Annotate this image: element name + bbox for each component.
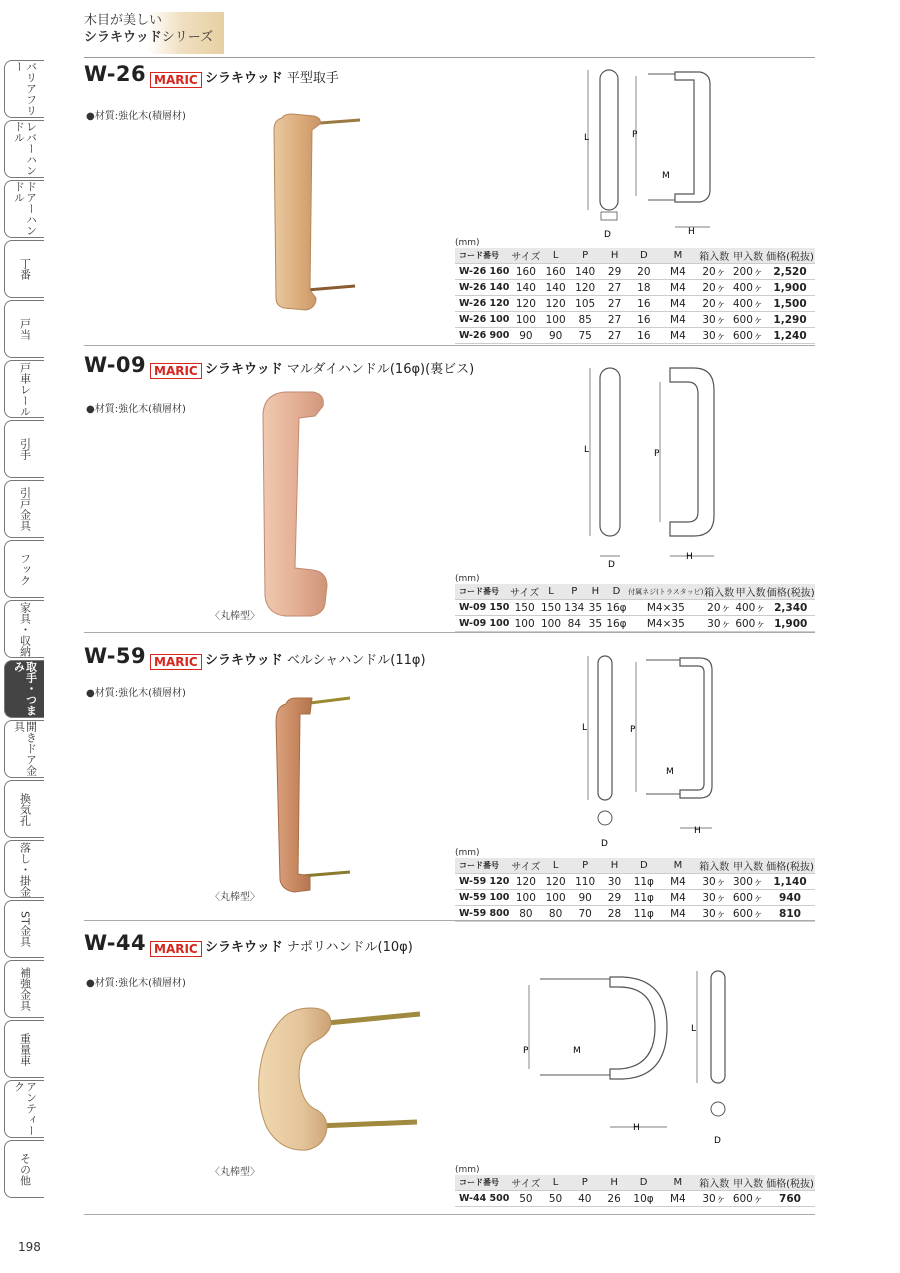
svg-text:P: P — [630, 725, 636, 735]
table-header-cell: コード番号 — [455, 1175, 511, 1191]
table-header-cell: コード番号 — [455, 858, 511, 874]
table-row — [455, 280, 815, 296]
table-cell: 100 — [511, 312, 541, 328]
table-cell: 90 — [570, 890, 600, 906]
table-cell: 120 — [541, 296, 571, 312]
table-cell: 85 — [570, 312, 600, 328]
table-cell: 11φ — [629, 906, 659, 922]
table-row — [455, 874, 815, 890]
sidebar-tab[interactable] — [4, 720, 44, 778]
table-cell: 30 — [600, 874, 629, 890]
units-label: (mm) — [455, 238, 480, 248]
section-divider — [84, 1214, 815, 1215]
table-cell: 20ヶ — [697, 264, 731, 280]
table-header-cell: 甲入数 — [735, 584, 767, 600]
sidebar-tab[interactable] — [4, 1020, 44, 1078]
table-cell: 27 — [600, 312, 629, 328]
table-cell: 810 — [765, 906, 815, 922]
sidebar-tab-label: 開きドア金具 — [12, 721, 38, 776]
table-cell: W-26 900 — [455, 328, 511, 344]
table-header-cell: 甲入数 — [731, 1175, 765, 1191]
table-cell: W-26 140 — [455, 280, 511, 296]
table-cell: 10φ — [629, 1191, 659, 1207]
svg-text:P: P — [654, 449, 660, 459]
product-w59-heading — [84, 644, 146, 668]
series-header — [84, 12, 224, 54]
sidebar-tab-label: 戸当 — [18, 318, 32, 340]
table-header-cell: 価格(税抜) — [766, 584, 815, 600]
w44-product-photo — [255, 1000, 425, 1160]
product-w44-heading — [84, 931, 146, 955]
table-cell: 30ヶ — [697, 874, 731, 890]
sidebar-tab[interactable] — [4, 360, 44, 418]
sidebar-tab[interactable] — [4, 960, 44, 1018]
svg-text:H: H — [686, 552, 693, 562]
sidebar-tab-label: 換気孔 — [18, 792, 32, 826]
table-header-row — [455, 1175, 815, 1191]
table-cell: W-59 100 — [455, 890, 511, 906]
w26-spec-table — [455, 248, 815, 344]
sidebar-tab[interactable] — [4, 120, 44, 178]
w59-product-photo — [262, 690, 362, 904]
table-cell: W-59 120 — [455, 874, 511, 890]
table-cell: 150 — [510, 600, 539, 616]
w09-dimension-drawing — [570, 360, 730, 570]
table-header-cell: L — [539, 584, 562, 600]
table-cell: 100 — [541, 890, 571, 906]
table-header-cell: L — [541, 248, 571, 264]
table-cell: M4×35 — [628, 616, 703, 632]
table-header-cell: 箱入数 — [697, 858, 731, 874]
brand-logo: MARIC — [150, 651, 202, 670]
svg-text:M: M — [662, 171, 670, 181]
sidebar-tab[interactable] — [4, 300, 44, 358]
product-w09-heading — [84, 353, 146, 377]
brand-logo: MARIC — [150, 360, 202, 379]
sidebar-tab-label: 落し・掛金 — [18, 841, 32, 897]
w59-spec-table — [455, 858, 815, 922]
table-cell: 940 — [765, 890, 815, 906]
table-header-cell: D — [605, 584, 628, 600]
table-header-cell: サイズ — [511, 858, 541, 874]
svg-text:L: L — [584, 133, 590, 143]
table-cell: 100 — [511, 890, 541, 906]
table-header-cell: L — [541, 1175, 570, 1191]
product-title: シラキウッド 平型取手 — [205, 71, 339, 86]
table-cell: W-44 500 — [455, 1191, 511, 1207]
table-cell: 120 — [541, 874, 571, 890]
table-header-cell: M — [658, 248, 697, 264]
sidebar-tab[interactable] — [4, 540, 44, 598]
w09-spec-table — [455, 584, 815, 632]
table-cell: 160 — [511, 264, 541, 280]
product-material: ●材質:強化木(積層材) — [86, 404, 186, 415]
sidebar-tab[interactable] — [4, 480, 44, 538]
table-header-cell: M — [658, 1175, 697, 1191]
header-divider — [84, 57, 815, 58]
product-title: シラキウッド マルダイハンドル(16φ)(裏ビス) — [205, 362, 475, 377]
table-cell: 75 — [570, 328, 600, 344]
table-cell: 80 — [541, 906, 571, 922]
table-cell: W-09 100 — [455, 616, 510, 632]
product-code: W-44 — [84, 931, 147, 955]
w09-product-photo — [255, 390, 335, 622]
table-header-cell: D — [629, 248, 658, 264]
table-header-cell: H — [599, 1175, 628, 1191]
w26-product-photo — [262, 110, 372, 320]
table-cell: 35 — [586, 616, 605, 632]
sidebar-tab[interactable] — [4, 840, 44, 898]
sidebar-tab-label: 引手 — [18, 438, 32, 460]
table-header-cell: M — [659, 858, 698, 874]
sidebar-tab[interactable] — [4, 240, 44, 298]
table-cell: 27 — [600, 280, 629, 296]
table-row — [455, 312, 815, 328]
product-title: シラキウッド ベルシャハンドル(11φ) — [205, 653, 426, 668]
sidebar-tab-label: 戸車レール — [18, 361, 32, 417]
product-code: W-59 — [84, 644, 147, 668]
table-header-cell: 価格(税抜) — [765, 1175, 815, 1191]
header-series-suffix: シリーズ — [161, 30, 214, 45]
svg-text:H: H — [694, 826, 701, 836]
table-cell: 600ヶ — [731, 312, 765, 328]
table-cell: 600ヶ — [735, 616, 767, 632]
header-series-name: シラキウッド — [84, 30, 162, 45]
sidebar-tab[interactable] — [4, 60, 44, 118]
sidebar-tab-label: その他 — [18, 1152, 32, 1186]
table-row — [455, 890, 815, 906]
section-divider — [84, 920, 815, 921]
table-cell: 35 — [586, 600, 605, 616]
product-material: ●材質:強化木(積層材) — [86, 688, 186, 699]
table-cell: 1,140 — [765, 874, 815, 890]
table-cell: M4 — [659, 874, 698, 890]
table-header-cell: P — [570, 858, 600, 874]
svg-text:P: P — [523, 1046, 529, 1056]
table-header-cell: 甲入数 — [731, 248, 765, 264]
svg-text:D: D — [601, 839, 608, 848]
svg-text:H: H — [688, 227, 695, 237]
table-cell: 134 — [564, 601, 585, 614]
table-header-cell: 価格(税抜) — [765, 248, 815, 264]
table-row — [455, 616, 815, 632]
table-header-cell: 箱入数 — [697, 248, 731, 264]
table-cell: 100 — [540, 617, 562, 630]
table-cell: 105 — [570, 296, 600, 312]
table-header-cell: H — [600, 248, 629, 264]
table-header-cell: L — [541, 858, 571, 874]
table-cell: M4 — [658, 328, 697, 344]
table-cell: 140 — [541, 280, 571, 296]
table-cell: 20 — [629, 264, 658, 280]
sidebar-tab-label: 重量車 — [18, 1032, 32, 1066]
table-cell: 120 — [511, 874, 541, 890]
table-cell: M4 — [659, 906, 698, 922]
table-header-cell: 箱入数 — [697, 1175, 731, 1191]
header-line1: 木目が美しい — [84, 13, 163, 28]
table-header-cell: P — [570, 1175, 599, 1191]
units-label: (mm) — [455, 848, 480, 858]
table-cell: 600ヶ — [731, 1191, 765, 1207]
shape-caption: 〈丸棒型〉 — [210, 892, 260, 903]
table-cell: M4 — [658, 1191, 697, 1207]
table-cell: 20ヶ — [703, 600, 734, 616]
table-cell: 11φ — [629, 874, 659, 890]
table-cell: 16φ — [606, 601, 627, 614]
table-header-row — [455, 584, 815, 600]
table-cell: M4 — [658, 312, 697, 328]
table-row — [455, 264, 815, 280]
table-cell: 16 — [629, 296, 658, 312]
table-cell: 16 — [629, 328, 658, 344]
table-header-cell: 甲入数 — [731, 858, 765, 874]
table-header-cell: P — [570, 248, 600, 264]
table-cell: M4 — [658, 264, 697, 280]
table-cell: 100 — [541, 312, 571, 328]
table-header-row — [455, 248, 815, 264]
units-label: (mm) — [455, 574, 480, 584]
product-code: W-09 — [84, 353, 147, 377]
table-cell: 1,290 — [765, 312, 815, 328]
sidebar-tab-label: バリアフリー — [12, 61, 38, 116]
table-row — [455, 328, 815, 344]
table-header-cell: サイズ — [510, 584, 539, 600]
table-cell: 80 — [511, 906, 541, 922]
table-cell: 760 — [765, 1191, 815, 1207]
sidebar-tab-label: 補強金具 — [18, 967, 32, 1011]
table-cell: 26 — [599, 1191, 628, 1207]
table-cell: 20ヶ — [697, 280, 731, 296]
table-header-cell: H — [586, 584, 605, 600]
brand-logo: MARIC — [150, 69, 202, 88]
table-cell: 50 — [541, 1191, 570, 1207]
table-cell: 50 — [511, 1191, 541, 1207]
table-cell: 1,500 — [765, 296, 815, 312]
table-cell: 110 — [570, 874, 600, 890]
table-header-cell: P — [563, 584, 586, 600]
table-cell: 27 — [600, 296, 629, 312]
svg-text:D: D — [604, 230, 611, 240]
table-cell: 16φ — [606, 617, 627, 630]
table-cell: M4×35 — [628, 600, 703, 616]
table-cell: W-09 150 — [455, 600, 510, 616]
table-cell: W-59 800 — [455, 906, 511, 922]
table-cell: 300ヶ — [731, 874, 765, 890]
sidebar-tab[interactable] — [4, 780, 44, 838]
product-title: シラキウッド ナポリハンドル(10φ) — [205, 940, 413, 955]
page-number: 198 — [18, 1240, 41, 1254]
sidebar-tab[interactable] — [4, 900, 44, 958]
svg-text:M: M — [666, 767, 674, 777]
table-cell: 20ヶ — [697, 296, 731, 312]
table-cell: 90 — [541, 328, 571, 344]
table-cell: 30ヶ — [697, 328, 731, 344]
sidebar-tab-label: フック — [18, 552, 32, 586]
table-cell: 140 — [511, 280, 541, 296]
table-header-cell: 価格(税抜) — [765, 858, 815, 874]
w59-dimension-drawing — [570, 648, 730, 848]
w44-dimension-drawing — [515, 965, 765, 1145]
table-cell: M4 — [659, 890, 698, 906]
sidebar-tab-label: 取手・つまみ — [12, 661, 38, 716]
w44-spec-table — [455, 1175, 815, 1207]
table-cell: 28 — [600, 906, 629, 922]
table-cell: M4 — [658, 296, 697, 312]
table-cell: 30ヶ — [703, 616, 734, 632]
brand-logo: MARIC — [150, 938, 202, 957]
section-divider — [84, 632, 815, 633]
table-cell: 1,240 — [765, 328, 815, 344]
sidebar-tab-label: ドアーハンドル — [12, 181, 38, 236]
table-cell: 200ヶ — [731, 264, 765, 280]
table-cell: 16 — [629, 312, 658, 328]
svg-text:L: L — [691, 1024, 697, 1034]
product-code: W-26 — [84, 62, 147, 86]
table-cell: 27 — [600, 328, 629, 344]
svg-text:M: M — [573, 1046, 581, 1056]
shape-caption: 〈丸棒型〉 — [210, 611, 260, 622]
sidebar-tab[interactable] — [4, 660, 44, 718]
section-divider — [84, 345, 815, 346]
table-header-cell: 箱入数 — [703, 584, 734, 600]
table-cell: 600ヶ — [731, 890, 765, 906]
units-label: (mm) — [455, 1165, 480, 1175]
table-cell: 400ヶ — [731, 296, 765, 312]
table-cell: 29 — [600, 890, 629, 906]
svg-text:P: P — [632, 130, 638, 140]
table-cell: 600ヶ — [731, 906, 765, 922]
table-cell: W-26 120 — [455, 296, 511, 312]
product-material: ●材質:強化木(積層材) — [86, 111, 186, 122]
table-cell: 30ヶ — [697, 1191, 731, 1207]
product-w26-heading — [84, 62, 146, 86]
sidebar-tab-label: 家具・収納 — [18, 601, 32, 657]
svg-text:L: L — [582, 723, 588, 733]
svg-text:D: D — [608, 560, 615, 570]
table-cell: 30ヶ — [697, 312, 731, 328]
sidebar-tab-label: ST金具 — [18, 911, 32, 947]
sidebar-tab[interactable] — [4, 1080, 44, 1138]
table-cell: 120 — [511, 296, 541, 312]
table-cell: W-26 100 — [455, 312, 511, 328]
table-cell: 29 — [600, 264, 629, 280]
sidebar-tab[interactable] — [4, 420, 44, 478]
table-cell: 1,900 — [765, 280, 815, 296]
table-cell: 140 — [570, 264, 600, 280]
table-cell: 400ヶ — [731, 280, 765, 296]
table-header-cell: サイズ — [511, 1175, 541, 1191]
sidebar-tab[interactable] — [4, 1140, 44, 1198]
table-header-cell: H — [600, 858, 629, 874]
table-cell: 100 — [510, 616, 539, 632]
sidebar-tab-label: 丁番 — [18, 258, 32, 280]
table-header-cell: D — [629, 1175, 659, 1191]
table-cell: W-26 160 — [455, 264, 511, 280]
table-header-cell: D — [629, 858, 659, 874]
table-cell: 1,900 — [766, 616, 815, 632]
table-cell: 84 — [563, 616, 586, 632]
table-cell: 70 — [570, 906, 600, 922]
sidebar-tab[interactable] — [4, 600, 44, 658]
table-cell: 600ヶ — [731, 328, 765, 344]
table-header-row — [455, 858, 815, 874]
table-cell: 90 — [511, 328, 541, 344]
table-cell: 120 — [570, 280, 600, 296]
sidebar-tab-label: 引戸金具 — [18, 487, 32, 531]
sidebar-tab-label: レバーハンドル — [12, 121, 38, 176]
table-cell: 30ヶ — [697, 906, 731, 922]
table-cell: 150 — [540, 601, 562, 614]
table-cell: M4 — [658, 280, 697, 296]
table-cell: 2,520 — [765, 264, 815, 280]
w26-dimension-drawing — [570, 62, 730, 242]
sidebar-tab-label: アンティーク — [12, 1081, 38, 1136]
svg-text:H: H — [633, 1123, 640, 1133]
table-cell: 40 — [570, 1191, 599, 1207]
table-header-cell: コード番号 — [455, 248, 511, 264]
shape-caption: 〈丸棒型〉 — [210, 1167, 260, 1178]
svg-text:L: L — [584, 445, 590, 455]
table-row — [455, 296, 815, 312]
table-header-cell: サイズ — [511, 248, 541, 264]
table-header-cell: 付属ネジ(トラスタッピ) — [628, 584, 703, 600]
table-cell: 2,340 — [766, 600, 815, 616]
sidebar-tab[interactable] — [4, 180, 44, 238]
table-header-cell: コード番号 — [455, 584, 510, 600]
table-cell: 160 — [541, 264, 571, 280]
table-row — [455, 1191, 815, 1207]
product-material: ●材質:強化木(積層材) — [86, 978, 186, 989]
table-cell: 11φ — [629, 890, 659, 906]
table-cell: 30ヶ — [697, 890, 731, 906]
svg-text:D: D — [714, 1136, 721, 1145]
table-row — [455, 600, 815, 616]
table-cell: 18 — [629, 280, 658, 296]
table-cell: 400ヶ — [735, 600, 767, 616]
